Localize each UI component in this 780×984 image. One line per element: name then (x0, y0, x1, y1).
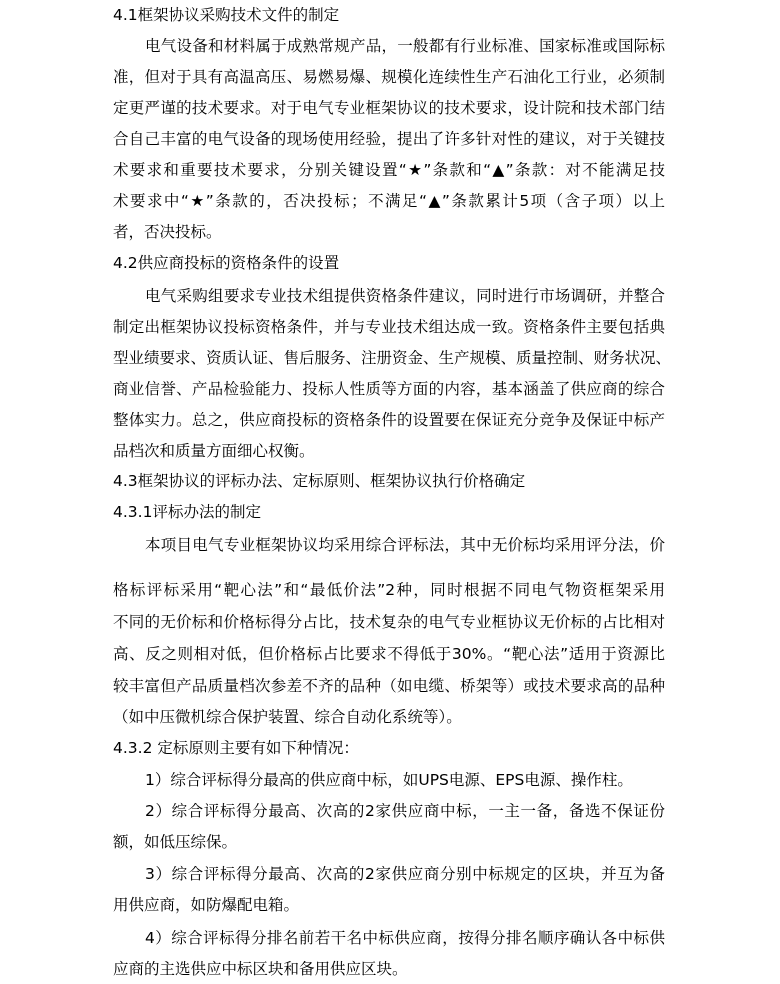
s42-line-3: 型业绩要求、资质认证、售后服务、注册资金、生产规模、质量控制、财务状况、 (113, 349, 672, 367)
s432-item-1: 1）综合评标得分最高的供应商中标，如UPS电源、EPS电源、操作柱。 (145, 771, 633, 789)
s41-line-5: 术要求和重要技术要求，分别关键设置“★”条款和“▲”条款：对不能满足技 (113, 161, 665, 179)
s42-line-2: 制定出框架协议投标资格条件，并与专业技术组达成一致。资格条件主要包括典 (113, 318, 665, 336)
s41-line-3: 定更严谨的技术要求。对于电气专业框架协议的技术要求，设计院和技术部门结 (113, 99, 665, 117)
s432-item-2-line-1: 2）综合评标得分最高、次高的2家供应商中标，一主一备，备选不保证份 (145, 802, 665, 820)
s41-line-2: 准，但对于具有高温高压、易燃易爆、规模化连续性生产石油化工行业，必须制 (113, 68, 665, 86)
section-4-3-heading: 4.3框架协议的评标办法、定标原则、框架协议执行价格确定 (113, 472, 526, 490)
section-4-3-1-heading: 4.3.1评标办法的制定 (113, 503, 261, 521)
s432-item-2-line-2: 额，如低压综保。 (113, 833, 238, 851)
s432-item-3-line-1: 3）综合评标得分最高、次高的2家供应商分别中标规定的区块，并互为备 (145, 865, 665, 883)
s431-line-5: 较丰富但产品质量档次参差不齐的品种（如电缆、桥架等）或技术要求高的品种 (113, 677, 665, 695)
section-4-2-heading: 4.2供应商投标的资格条件的设置 (113, 254, 340, 272)
s431-line-2: 格标评标采用“靶心法”和“最低价法”2种，同时根据不同电气物资框架采用 (113, 581, 665, 599)
s432-item-4-line-1: 4）综合评标得分排名前若干名中标供应商，按得分排名顺序确认各中标供 (145, 929, 665, 947)
s431-line-4: 高、反之则相对低，但价格标占比要求不得低于30%。“靶心法”适用于资源比 (113, 645, 665, 663)
s431-line-6: （如中压微机综合保护装置、综合自动化系统等）。 (113, 708, 462, 726)
s431-line-1: 本项目电气专业框架协议均采用综合评标法，其中无价标均采用评分法，价 (145, 536, 665, 554)
s42-line-5: 整体实力。总之，供应商投标的资格条件的设置要在保证充分竞争及保证中标产 (113, 411, 665, 429)
s41-line-4: 合自己丰富的电气设备的现场使用经验，提出了许多针对性的建议，对于关键技 (113, 130, 665, 148)
s41-line-7: 者，否决投标。 (113, 223, 222, 241)
s432-item-4-line-2: 应商的主选供应中标区块和备用供应区块。 (113, 960, 408, 978)
s431-line-3: 不同的无价标和价格标得分占比，技术复杂的电气专业框协议无价标的占比相对 (113, 613, 665, 631)
s41-line-6: 术要求中“★”条款的，否决投标；不满足“▲”条款累计5项（含子项）以上 (113, 192, 665, 210)
s42-line-4: 商业信誉、产品检验能力、投标人性质等方面的内容，基本涵盖了供应商的综合 (113, 380, 665, 398)
s432-item-3-line-2: 用供应商，如防爆配电箱。 (113, 896, 300, 914)
s41-line-1: 电气设备和材料属于成熟常规产品，一般都有行业标准、国家标准或国际标 (145, 37, 665, 55)
section-4-1-heading: 4.1框架协议采购技术文件的制定 (113, 6, 340, 24)
s42-line-6: 品档次和质量方面细心权衡。 (113, 442, 315, 460)
section-4-3-2-heading: 4.3.2 定标原则主要有如下种情况： (113, 739, 359, 757)
s42-line-1: 电气采购组要求专业技术组提供资格条件建议，同时进行市场调研，并整合 (145, 287, 665, 305)
